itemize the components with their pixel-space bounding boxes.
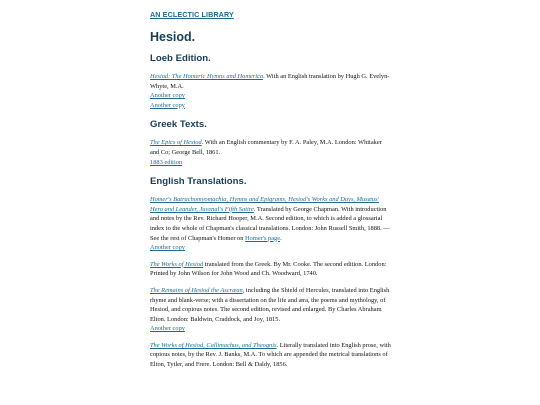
entry-trailing-text: . [280, 234, 282, 242]
entry-title-link[interactable]: The Works of Hesiod, Callimachus, and Theognis [150, 341, 277, 349]
entry-alternate-copy-link[interactable]: Another copy [150, 101, 185, 109]
entry-description: translated from the Greek. By Mr. Cooke. The second edition. London: Printed by John Wilson for John Wood and Ch. Woodward, 1740. [150, 260, 387, 278]
entry-title-link[interactable]: Homer's Batrachomyomachia, Hymns and Epigrams, Hesiod's Works and Days, Musæus' Hero and Leander, Juvenal's Fifth Satire [150, 196, 379, 213]
section-heading: Greek Texts. [150, 119, 207, 131]
entry-title-link[interactable]: The Works of Hesiod [150, 260, 204, 268]
page-title: Hesiod. [150, 30, 196, 44]
content-column [150, 0, 392, 370]
entry-alternate-copy-link[interactable]: Another copy [150, 92, 185, 100]
sections [150, 53, 392, 370]
library-home-link[interactable]: AN ECLECTIC LIBRARY [150, 10, 234, 19]
entry-title-link[interactable]: Hesiod: The Homeric Hymns and Homerica [150, 73, 264, 80]
entry-description: . Translated by George Chapman. With introduction and notes by the Rev. Richard Hooper, M.A. Second edition, to which is added a glossarial index to the whole of Chapman's classical translations. London: John Russell Smith, 1888. —See the rest of Chapman's Homer on [150, 205, 390, 242]
entry-citation [150, 341, 392, 370]
entry-citation [150, 260, 392, 279]
bibliography-entry [150, 286, 392, 334]
entry-alternate-copy-link[interactable]: Another copy [150, 325, 185, 333]
bibliography-entry [150, 260, 392, 279]
entry-description: , including the Shield of Hercules, translated into English rhyme and blank-verse; with a dissertation on the life and æra, the poems and mythology, of Hesiod, and copious notes. The second edition, revised and enlarged. By Charles Abraham Elton. London: Baldwin, Craddock, and Joy, 1815. [150, 286, 390, 323]
bibliography-entry [150, 195, 392, 253]
bibliography-entry [150, 341, 392, 370]
entry-description: . With an English translation by Hugh G. Evelyn-Whyte, M.A. [150, 73, 390, 90]
entry-description: . Literally translated into English prose, with copious notes, by the Rev. J. Banks, M.A. To which are appended the metrical translations of Elton, Tytler, and Frere. London: Bell & Daldy, 1856. [150, 341, 391, 369]
entry-title-link[interactable]: The Epics of Hesiod [150, 139, 202, 147]
entry-citation [150, 195, 392, 243]
section-heading: Loeb Edition. [150, 53, 211, 64]
bibliography-entry [150, 138, 392, 167]
entry-inline-link[interactable]: Homer's page [245, 234, 281, 242]
entry-citation [150, 72, 392, 91]
bibliography-entry [150, 72, 392, 110]
entry-alternate-copy-link[interactable]: 1883 edition [150, 158, 183, 166]
entry-citation [150, 286, 392, 324]
entry-alternate-copy-link[interactable]: Another copy [150, 244, 185, 252]
entry-title-link[interactable]: The Remains of Hesiod the Ascræan [150, 286, 243, 294]
section-heading: English Translations. [150, 176, 247, 188]
entry-citation [150, 138, 392, 157]
entry-description: . With an English commentary by F. A. Paley, M.A. London: Whitaker and Co; George Bell, 1861. [150, 139, 382, 156]
